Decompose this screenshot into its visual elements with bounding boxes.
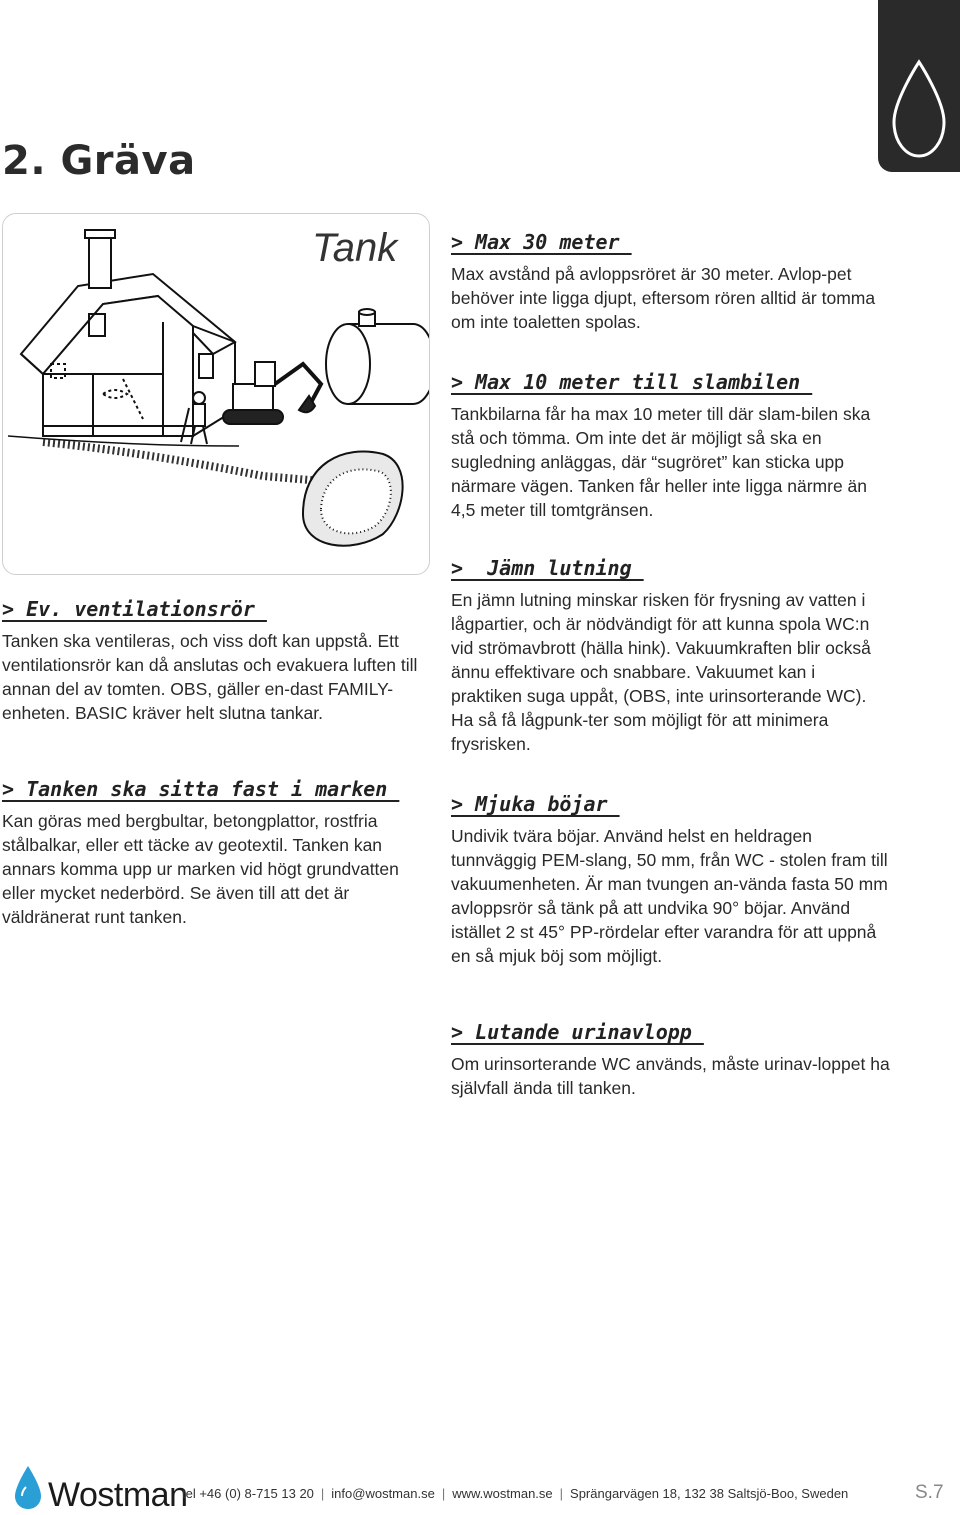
section-body: Tankbilarna får ha max 10 meter till där slam-bilen ska stå och tömma. Om inte det är möjligt så ska en sugledning anläggas, där “sugröret” kan sticka upp närmare vägen. Tanken får heller inte ligga närmre än 4,5 meter till tomtgränsen. [451,404,871,520]
page-title: 2. Gräva [2,138,196,184]
web-link[interactable]: www.wostman.se [452,1486,553,1501]
section-heading: > Mjuka böjar [451,792,620,816]
section-jamn-lutning [451,556,891,756]
section-heading: > Tanken ska sitta fast i marken [2,777,400,801]
wostman-logo [10,1462,188,1514]
section-tanken-fast [2,777,427,929]
section-heading: > Jämn lutning [451,556,644,580]
section-body: Om urinsorterande WC används, måste urinav-loppet ha självfall ända till tanken. [451,1054,890,1098]
email-link[interactable]: info@wostman.se [331,1486,435,1501]
section-heading: > Max 30 meter [451,230,632,254]
tank-drawing [326,309,429,404]
separator: | [559,1486,564,1501]
section-lutande-urinavlopp [451,1020,891,1100]
pipe-drawing [43,442,333,482]
page-tab [878,0,960,172]
section-body: Undivik tvära böjar. Använd helst en heldragen tunnväggig PEM-slang, 50 mm, från WC - stolen fram till vakuumenheten. Är man tvungen an-vända fasta 50 mm avloppsrör så tänk på att undvika 90° böjar. Använd istället 2 st 45° PP-rördelar efter varandra för att uppnå en så mjuk böj som möjligt. [451,826,888,966]
pit-drawing [303,452,403,546]
water-drop-icon [878,0,960,172]
separator: | [320,1486,325,1501]
figure-title: Tank [312,226,398,270]
address-text: Sprängarvägen 18, 132 38 Saltsjö-Boo, Sweden [570,1486,849,1501]
section-body: Max avstånd på avloppsröret är 30 meter. Avlop-pet behöver inte ligga djupt, eftersom rören alltid är tomma om inte toaletten spolas. [451,264,876,332]
separator: | [441,1486,446,1501]
section-body: Tanken ska ventileras, och viss doft kan uppstå. Ett ventilationsrör kan då anslutas och evakuera luften till annan del av tomten. OBS, gäller en-dast FAMILY-enheten. BASIC kräver helt slutna tankar. [2,631,418,723]
excavator-drawing [223,362,321,424]
contact-line [182,1486,848,1501]
water-drop-icon [10,1462,46,1512]
page-number: S.7 [915,1482,944,1503]
logo-text: Wostman [48,1476,188,1514]
section-heading: > Max 10 meter till slambilen [451,370,813,394]
section-max-10 [451,370,891,522]
section-ventilationsror [2,597,427,725]
phone-text: tel +46 (0) 8-715 13 20 [182,1486,314,1501]
section-max-30 [451,230,891,334]
section-body: En jämn lutning minskar risken för frysning av vatten i lågpartier, och är nödvändigt för att kunna spola WC:n vid strömavbrott (hälla hink). Vakuumkraften blir också ännu effektivare och snabbare. Vakuumet kan i praktiken suga uppåt, (OBS, inte urinsorterande WC). Ha så få lågpunk-ter som möjligt för att minimera frysrisken. [451,590,871,754]
section-body: Kan göras med bergbultar, betongplattor, rostfria stålbalkar, eller ett täcke av geotextil. Tanken kan annars komma upp ur marken vid högt grundvatten eller mycket nederbörd. Se även till att det är väldränerat runt tanken. [2,811,399,927]
section-heading: > Lutande urinavlopp [451,1020,704,1044]
section-mjuka-bojar [451,792,891,968]
section-heading: > Ev. ventilationsrör [2,597,267,621]
